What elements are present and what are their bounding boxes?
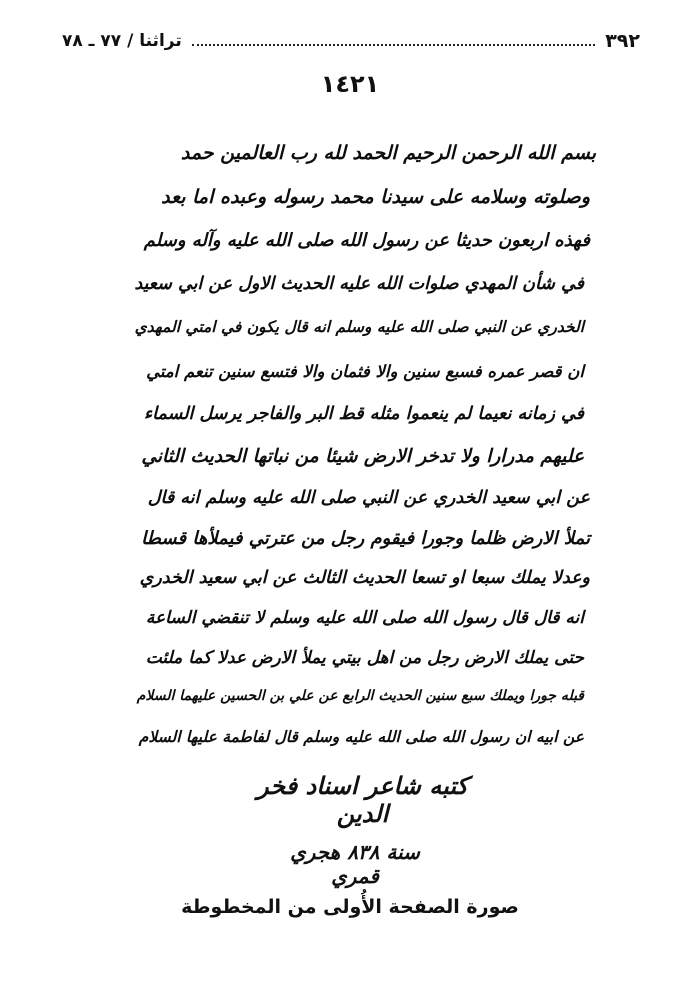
manuscript-line: حتى يملك الارض رجل من اهل بيتي يملأ الارض عدلا كما ملئت [145,648,584,668]
manuscript-line: فهذه اربعون حديثا عن رسول الله صلى الله عليه وآله وسلم [143,230,590,251]
manuscript-line: عن ابي سعيد الخدري عن النبي صلى الله عليه وسلم انه قال [147,488,590,508]
manuscript-number: ١٤٢١ [320,70,380,98]
manuscript-line: وصلوته وسلامه على سيدنا محمد رسوله وعبده اما بعد [161,186,590,208]
manuscript-line: بسم الله الرحمن الرحيم الحمد لله رب العالمين حمد [180,142,596,164]
manuscript-line: قبله جورا ويملك سبع سنين الحديث الرابع عن علي بن الحسين عليهما السلام [136,688,584,704]
manuscript-line: الخدري عن النبي صلى الله عليه وسلم انه قال يكون في امتي المهدي [134,318,584,336]
dotted-leader [192,44,595,46]
page-number: ٣٩٢ [605,30,640,52]
running-header [62,26,640,56]
figure-caption: صورة الصفحة الأُولى من المخطوطة [181,896,519,918]
manuscript-line: في شأن المهدي صلوات الله عليه الحديث الاول عن ابي سعيد [134,274,584,294]
manuscript-line: عن ابيه ان رسول الله صلى الله عليه وسلم قال لفاطمة عليها السلام [138,728,584,746]
manuscript-line: في زمانه نعيما لم ينعموا مثله قط البر والفاجر يرسل السماء [143,404,584,424]
manuscript-line: ان قصر عمره فسبع سنين والا فثمان والا فتسع سنين تنعم امتي [146,362,584,381]
manuscript-line: وعدلا يملك سبعا او تسعا الحديث الثالث عن ابي سعيد الخدري [139,568,590,588]
manuscript-line: انه قال قال رسول الله صلى الله عليه وسلم لا تنقضي الساعة [145,608,584,628]
manuscript-date: سنة ٨٣٨ هجري قمري [290,840,420,888]
manuscript-image [134,128,596,768]
manuscript-line: تملأ الارض ظلما وجورا فيقوم رجل من عترتي فيملأها قسطا [141,528,590,549]
manuscript-line: عليهم مدرارا ولا تدخر الارض شيئا من نباتها الحديث الثاني [141,446,584,467]
journal-title: تراثنا / ٧٧ ـ ٧٨ [62,31,182,51]
manuscript-signature: كتبه شاعر اسناد فخر الدين [256,772,469,828]
